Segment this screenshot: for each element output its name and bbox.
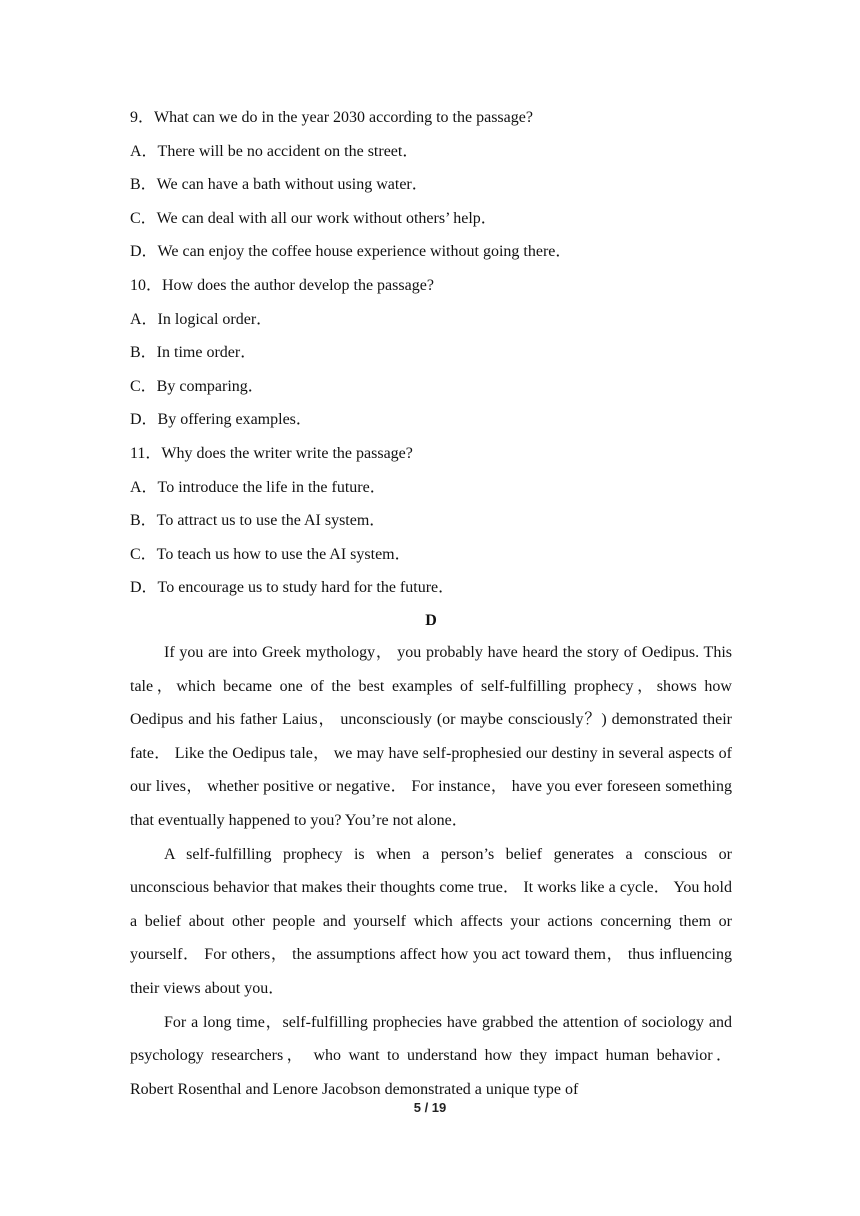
answer-option: B．We can have a bath without using water．	[130, 176, 428, 194]
paragraph-text: A self-fulfilling prophecy is when a person’s belief generates a conscious or unconscious behavior that makes their thoughts come true． It works like a cycle． You hold a belief about other people and yourself which affects your actions concerning them or yourself． For others， the assumptions affect how you act toward them， thus influencing their views about you．	[130, 845, 733, 997]
question-stem: 9．What can we do in the year 2030 according to the passage?	[130, 109, 533, 126]
paragraph-text: For a long time，self-fulfilling prophecies have grabbed the attention of sociology and psychology researchers， who want to understand how they impact human behavior． Robert Rosenthal and Lenore Jacobson demonstrated a unique type of	[130, 1013, 732, 1098]
passage-paragraph	[130, 838, 732, 1006]
section-title: D	[425, 612, 437, 629]
answer-option: A．There will be no accident on the street．	[130, 142, 419, 160]
reading-passage	[130, 636, 732, 1106]
answer-option: B．To attract us to use the AI system．	[130, 512, 386, 530]
answer-option: D．To encourage us to study hard for the future．	[130, 579, 455, 597]
answer-option: C．To teach us how to use the AI system．	[130, 545, 411, 563]
passage-paragraph	[130, 1006, 732, 1107]
answer-option: A．To introduce the life in the future．	[130, 478, 386, 496]
answer-option: A．In logical order．	[130, 310, 273, 328]
answer-option: C．By comparing．	[130, 377, 264, 395]
passage-paragraph	[130, 636, 732, 838]
answer-option: C．We can deal with all our work without others’ help．	[130, 209, 497, 227]
question-list	[130, 101, 732, 605]
answer-option: D．By offering examples．	[130, 411, 312, 429]
answer-option: B．In time order．	[130, 344, 257, 362]
page-number: 5 / 19	[413, 1100, 447, 1115]
answer-option: D．We can enjoy the coffee house experience without going there．	[130, 243, 572, 261]
paragraph-text: If you are into Greek mythology， you probably have heard the story of Oedipus. This tale，which became one of the best examples of self-fulfilling prophecy，shows how Oedipus and his father Laius， unconsciously (or maybe consciously？) demonstrated their fate． Like the Oedipus tale， we may have self-prophesied our destiny in several aspects of our lives， whether positive or negative． For instance， have you ever foreseen something that eventually happened to you? You’re not alone．	[130, 644, 732, 829]
question-stem: 11．Why does the writer write the passage?	[130, 444, 413, 462]
question-stem: 10．How does the author develop the passage?	[130, 276, 434, 294]
